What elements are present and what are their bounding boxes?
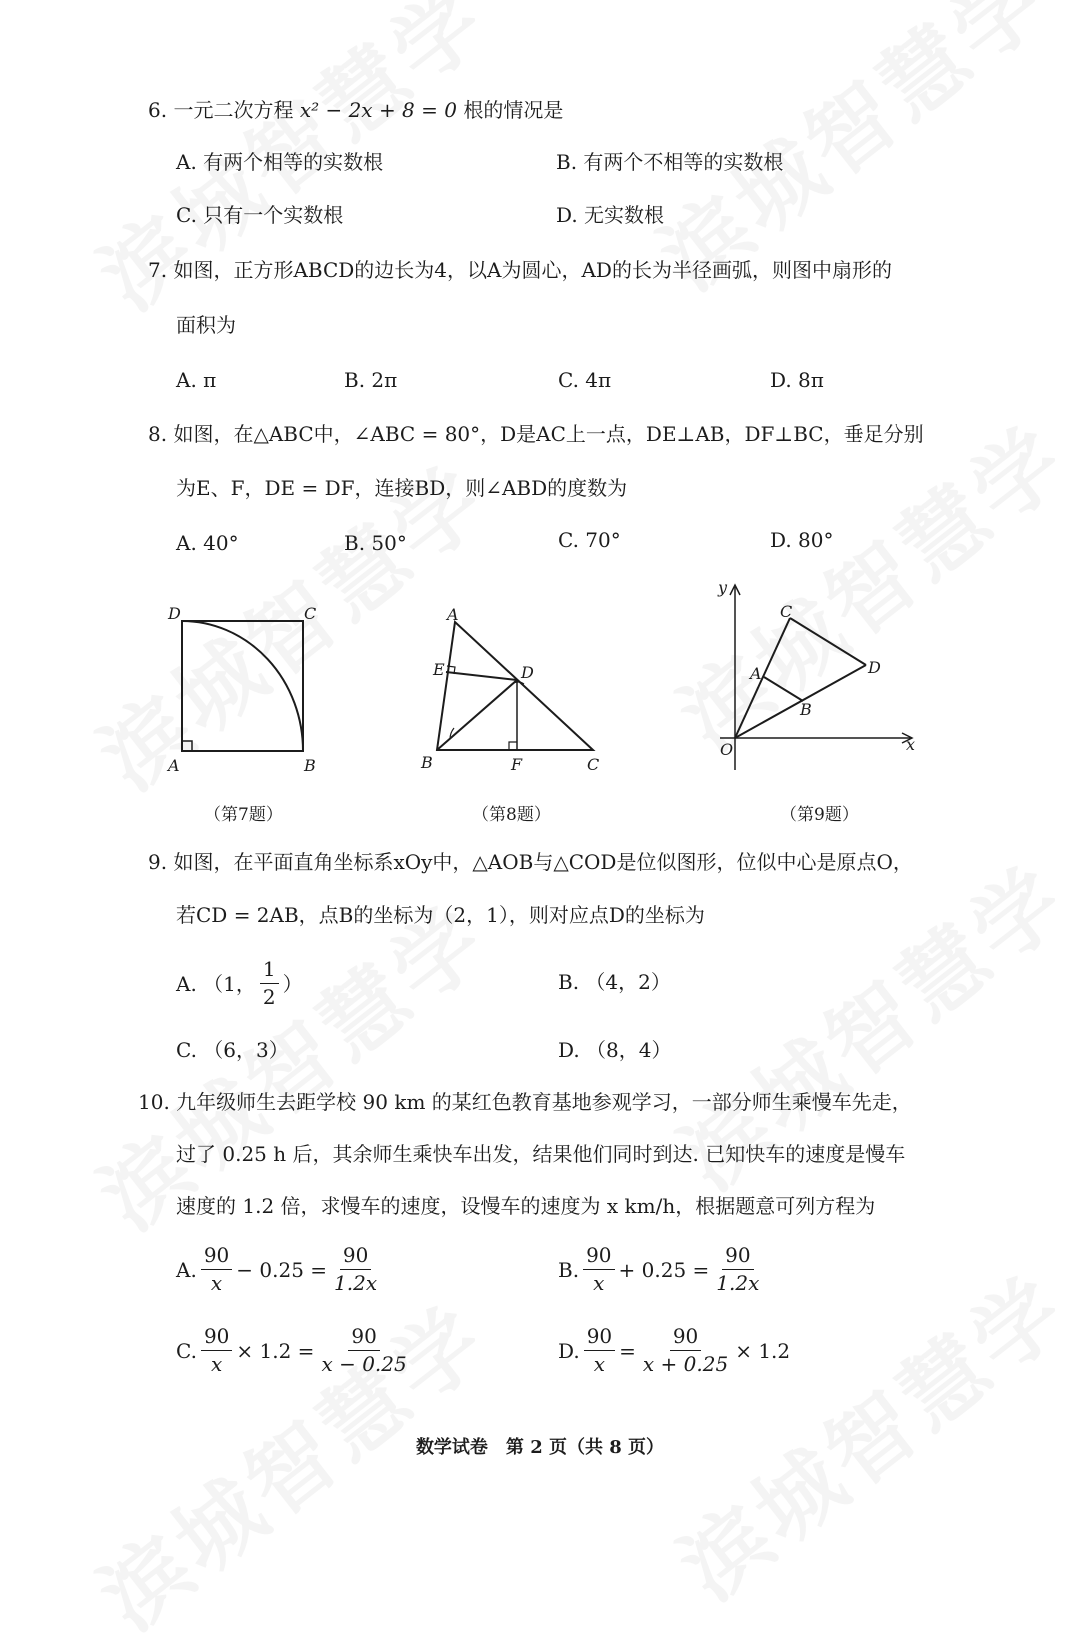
question-number: 10. bbox=[138, 1090, 170, 1114]
equation: x² − 2x + 8 = 0 bbox=[299, 98, 457, 122]
question-7 bbox=[148, 260, 892, 280]
label-b: B bbox=[421, 753, 433, 772]
label-e: E bbox=[433, 660, 445, 679]
question-text: 如图，在△ABC中，∠ABC = 80°，D是AC上一点，DE⊥AB，DF⊥BC，垂足分别 bbox=[173, 422, 924, 446]
option-a: A. π bbox=[176, 368, 217, 392]
label-d: D bbox=[168, 604, 181, 623]
figure-caption: （第9题） bbox=[780, 805, 859, 825]
option-c: C. 只有一个实数根 bbox=[176, 203, 344, 227]
option-a: A. 90 x − 0.25 = $\frac{90}{1.2x}$ bbox=[176, 1243, 378, 1295]
figure-caption: （第7题） bbox=[204, 805, 283, 825]
label-f: F bbox=[511, 755, 523, 774]
question-9-line-2: 若CD = 2AB，点B的坐标为（2，1），则对应点D的坐标为 bbox=[176, 903, 705, 927]
option-d: D. 80° bbox=[770, 528, 834, 552]
figure-9 bbox=[700, 575, 930, 780]
label-c: C bbox=[780, 602, 793, 621]
label-a: A bbox=[168, 756, 180, 775]
page-footer: 数学试卷 第 2 页（共 8 页） bbox=[415, 1437, 665, 1458]
label-c: C bbox=[587, 755, 600, 774]
question-8 bbox=[148, 424, 924, 444]
option-b: B. 2π bbox=[344, 368, 398, 392]
question-text: 一元二次方程 bbox=[173, 98, 294, 122]
figure-8 bbox=[415, 600, 615, 780]
option-b: B. 有两个不相等的实数根 bbox=[556, 150, 784, 174]
question-number: 9. bbox=[148, 850, 168, 874]
question-text: 如图，在平面直角坐标系xOy中，△AOB与△COD是位似图形，位似中心是原点O， bbox=[173, 850, 913, 874]
label-d: D bbox=[521, 663, 534, 682]
label-a: A bbox=[750, 664, 762, 683]
option-a: A. 40° bbox=[176, 531, 239, 555]
question-text: 九年级师生去距学校 90 km 的某红色教育基地参观学习，一部分师生乘慢车先走， bbox=[176, 1090, 912, 1114]
option-a: A. （1， 1 2 ） bbox=[176, 957, 303, 1009]
question-10-line-3: 速度的 1.2 倍，求慢车的速度，设慢车的速度为 x km/h，根据题意可列方程为 bbox=[176, 1194, 876, 1218]
figure-7 bbox=[160, 595, 340, 780]
option-c: C. $\frac{90}{x}$ × 1.2 = $\frac{90}{x - 0.25}$ bbox=[176, 1324, 407, 1376]
option-d: D. 无实数根 bbox=[556, 203, 665, 227]
option-d: D. $\frac{90}{x}$ = $\frac{90}{x + 0.25}$ × 1.2 bbox=[558, 1324, 791, 1376]
question-7-line-2: 面积为 bbox=[176, 313, 236, 337]
label-x: x bbox=[906, 735, 916, 754]
question-9 bbox=[148, 852, 913, 872]
option-b: B. 50° bbox=[344, 531, 407, 555]
question-number: 6. bbox=[148, 98, 168, 122]
question-text: 根的情况是 bbox=[463, 98, 564, 122]
question-10-line-2: 过了 0.25 h 后，其余师生乘快车出发，结果他们同时到达. 已知快车的速度是慢车 bbox=[176, 1142, 906, 1166]
question-6 bbox=[148, 100, 563, 120]
option-d: D. （8，4） bbox=[558, 1038, 672, 1062]
label-b: B bbox=[800, 700, 812, 719]
option-b: B. 90 x + 0.25 = $\frac{90}{1.2x}$ bbox=[558, 1243, 760, 1295]
option-b: B. （4，2） bbox=[558, 970, 671, 994]
option-c: C. 4π bbox=[558, 368, 612, 392]
option-c: C. 70° bbox=[558, 528, 621, 552]
label-a: A bbox=[447, 605, 459, 624]
option-d: D. 8π bbox=[770, 368, 824, 392]
fraction: 1 2 bbox=[260, 958, 279, 1009]
option-a: A. 有两个相等的实数根 bbox=[176, 150, 384, 174]
label-d: D bbox=[868, 658, 881, 677]
question-8-line-2: 为E、F，DE = DF，连接BD，则∠ABD的度数为 bbox=[176, 476, 628, 500]
question-10 bbox=[138, 1092, 912, 1112]
figure-caption: （第8题） bbox=[472, 805, 551, 825]
option-c: C. （6，3） bbox=[176, 1038, 289, 1062]
watermark bbox=[651, 1242, 1080, 1623]
label-y: y bbox=[718, 578, 728, 597]
question-number: 8. bbox=[148, 422, 168, 446]
label-o: O bbox=[720, 740, 734, 759]
question-text: 如图，正方形ABCD的边长为4，以A为圆心，AD的长为半径画弧，则图中扇形的 bbox=[173, 258, 892, 282]
label-c: C bbox=[304, 604, 317, 623]
label-b: B bbox=[304, 756, 316, 775]
question-number: 7. bbox=[148, 258, 168, 282]
